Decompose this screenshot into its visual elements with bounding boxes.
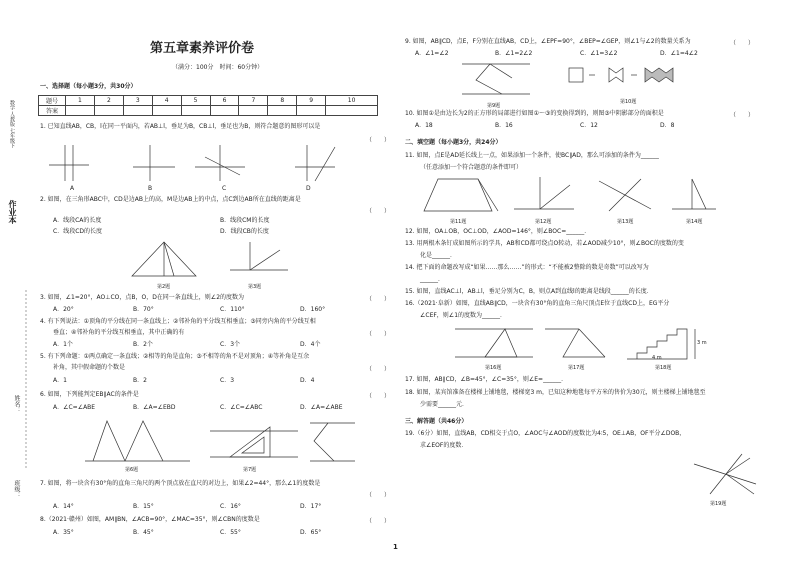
q8-option-c[interactable]: C．55°	[220, 529, 241, 536]
q1-figures	[45, 145, 375, 185]
stair-width: 4 m	[652, 355, 662, 361]
q5-option-c[interactable]: C．3	[220, 377, 235, 384]
q8-option-b[interactable]: B．45°	[133, 529, 154, 536]
q7-text: 7. 如图，将一块含有30°角的直角三角尺的两个顶点放在直尺的对边上，如果∠2=44°，那么∠1的度数是	[40, 480, 321, 487]
score-row-label: 题号	[39, 96, 66, 106]
q13-caption: 第13题	[617, 219, 634, 225]
score-cell: 8	[268, 96, 297, 106]
q16-text-1: 16.（2021·阜新）如图，直线AB∥CD，一块含有30°角的直角三角尺顶点E位于直线CD上，EG平分	[405, 300, 670, 307]
q3-figure	[230, 240, 290, 280]
q9-option-a[interactable]: A．∠1=∠2	[415, 50, 449, 57]
q5-option-a[interactable]: A．1	[53, 377, 67, 384]
q3-answer: （ ）	[366, 296, 391, 303]
answer-cell[interactable]	[181, 106, 210, 116]
q3-option-d[interactable]: D．160°	[300, 306, 326, 313]
score-cell: 7	[239, 96, 268, 106]
q10-figure	[565, 66, 705, 96]
answer-cell[interactable]	[210, 106, 239, 116]
q12-figure	[510, 175, 580, 215]
q6-figure	[85, 417, 195, 467]
score-cell: 1	[66, 96, 95, 106]
q16-caption: 第16题	[485, 365, 502, 371]
q9-option-b[interactable]: B．∠1=2∠2	[495, 50, 533, 57]
answer-cell[interactable]	[268, 106, 297, 116]
section-3-heading: 三、解答题（共46分）	[405, 418, 468, 425]
q1-option-c[interactable]: C	[222, 185, 227, 192]
q14-text-1: 14. 把下面的命题改写成“如果……那么……”的形式：“不能被2整除的数是奇数”可以改写为	[405, 264, 649, 271]
q3-caption: 第3题	[248, 284, 262, 290]
q14-figure	[670, 175, 720, 215]
answer-cell[interactable]	[152, 106, 181, 116]
q13-figure	[595, 175, 655, 215]
q7-answer: （ ）	[366, 492, 391, 499]
q8-figure	[300, 417, 360, 467]
q19-caption: 第19题	[710, 501, 727, 507]
q3-option-a[interactable]: A．20°	[53, 306, 74, 313]
q14-text-2: ______．	[420, 276, 445, 283]
q2-option-c[interactable]: C．线段CD的长度	[53, 228, 102, 235]
series-label: 数学 人教版 七年级下	[9, 100, 15, 149]
q6-text: 6. 如图，下列能判定EB∥AC的条件是	[40, 391, 139, 398]
page-subtitle: （满分：100分 时间：60分钟）	[172, 64, 264, 71]
stair-height: 3 m	[697, 340, 707, 346]
q7-option-d[interactable]: D．17°	[300, 503, 322, 510]
q2-caption: 第2题	[157, 284, 171, 290]
q8-option-a[interactable]: A．35°	[53, 529, 74, 536]
q6-option-d[interactable]: D．∠A=∠ABE	[300, 404, 343, 411]
q4-option-c[interactable]: C．3个	[220, 341, 241, 348]
q1-text: 1. 已知直线AB，CB，l在同一平面内，若AB⊥l，垂足为B，CB⊥l，垂足也为B，则符合题意的图形可以是	[40, 123, 321, 130]
q12-text: 12. 如图，OA⊥OB，OC⊥OD，∠AOD=146°，则∠BOC=______．	[405, 228, 591, 235]
q10-option-c[interactable]: C．12	[580, 122, 598, 129]
q16-text-2: ∠CEF，则∠1的度数为______．	[420, 312, 507, 319]
q8-answer: （ ）	[366, 518, 391, 525]
q2-option-a[interactable]: A．线段CA的长度	[53, 217, 102, 224]
answer-cell[interactable]	[94, 106, 123, 116]
q7-option-a[interactable]: A．14°	[53, 503, 74, 510]
q5-option-b[interactable]: B．2	[133, 377, 147, 384]
q4-option-d[interactable]: D．4个	[300, 341, 321, 348]
q15-text: 15. 如图，直线AC⊥l，AB⊥l，垂足分别为C，B，则点A到直线l的距离是线段______的长度．	[405, 288, 653, 295]
q6-caption: 第6题	[125, 467, 139, 473]
page-title: 第五章素养评价卷	[150, 41, 255, 56]
answer-cell[interactable]	[123, 106, 152, 116]
q5-option-d[interactable]: D．4	[300, 377, 315, 384]
name-label: 姓名：	[13, 395, 20, 413]
q9-figure	[462, 58, 532, 102]
q14-caption: 第14题	[686, 219, 703, 225]
q1-option-b[interactable]: B	[148, 185, 153, 192]
score-cell: 2	[94, 96, 123, 106]
q4-answer: （ ）	[366, 331, 391, 338]
q7-caption: 第7题	[243, 467, 257, 473]
section-1-heading: 一、选择题（每小题3分，共30分）	[40, 83, 137, 90]
q11-figure	[420, 175, 500, 215]
q10-answer: （ ）	[730, 112, 755, 119]
q19-text-1: 19.（6分）如图，直线AB，CD相交于点O，∠AOC与∠AOD的度数比为4∶5，OE⊥AB，OF平分∠DOB，	[405, 430, 686, 437]
q10-option-b[interactable]: B．16	[495, 122, 513, 129]
brand-label: 作业本	[8, 200, 17, 224]
q13-text-2: 化是______．	[420, 252, 457, 259]
q11-text-1: 11. 如图，点E是AD延长线上一点，如果添加一个条件，使BC∥AD，那么可添加的条件为______	[405, 152, 659, 159]
q10-option-d[interactable]: D．8	[660, 122, 675, 129]
q9-option-c[interactable]: C．∠1=3∠2	[580, 50, 618, 57]
q6-option-c[interactable]: C．∠C=∠ABC	[220, 404, 263, 411]
q9-text: 9. 如图，AB∥CD，点E，F分别在直线AB，CD上，∠EPF=90°，∠BEP=∠GEP，则∠1与∠2的数量关系为	[405, 38, 691, 45]
q16-figure	[455, 323, 535, 363]
score-cell: 3	[123, 96, 152, 106]
q7-option-b[interactable]: B．15°	[133, 503, 154, 510]
q11-caption: 第11题	[450, 219, 467, 225]
q6-option-a[interactable]: A．∠C=∠ABE	[53, 404, 96, 411]
q2-answer: （ ）	[366, 208, 391, 215]
q8-text: 8.（2021·赣州）如图，AM∥BN，∠ACB=90°，∠MAC=35°，则∠CBN的度数是	[40, 516, 260, 523]
q17-figure	[545, 323, 615, 363]
q10-text: 10. 如图①是由边长为2的正方形的局部进行如图①～③的变换得到的，则图③中阴影部分的面积是	[405, 110, 664, 117]
class-label: 班级：	[13, 480, 20, 498]
q9-option-d[interactable]: D．∠1=4∠2	[660, 50, 698, 57]
score-cell: 4	[152, 96, 181, 106]
answer-cell[interactable]	[66, 106, 95, 116]
answer-cell[interactable]	[239, 106, 268, 116]
q18-text-1: 18. 如图，某宾馆准备在楼梯上铺地毯，楼梯宽3 m，已知这种地毯每平方米的售价为30元，则主楼梯上铺地毯至	[405, 389, 706, 396]
q7-option-c[interactable]: C．16°	[220, 503, 241, 510]
q17-caption: 第17题	[568, 365, 585, 371]
q2-figure	[130, 240, 200, 280]
q19-figure	[690, 450, 760, 500]
q3-text: 3. 如图，∠1=20°，AO⊥CO，点B，O，D在同一条直线上，则∠2的度数为	[40, 294, 245, 301]
q4-option-b[interactable]: B．2个	[133, 341, 153, 348]
q2-text: 2. 如图，在三角形ABC中，CD是边AB上的高，M是边AB上的中点，点C到边AB所在直线的距离是	[40, 196, 301, 203]
q5-answer: （ ）	[366, 366, 391, 373]
section-2-heading: 二、填空题（每小题3分，共24分）	[405, 139, 502, 146]
q12-caption: 第12题	[535, 219, 552, 225]
page-number: 1	[393, 543, 398, 551]
q2-option-b[interactable]: B．线段CM的长度	[220, 217, 270, 224]
score-cell: 6	[210, 96, 239, 106]
q7-figure	[210, 417, 300, 467]
score-cell: 5	[181, 96, 210, 106]
q8-option-d[interactable]: D．65°	[300, 529, 322, 536]
score-cell: 9	[297, 96, 326, 106]
q9-answer: （ ）	[730, 40, 755, 47]
answer-row-label: 答案	[39, 106, 66, 116]
q4-option-a[interactable]: A．1个	[53, 341, 73, 348]
q11-text-2: （任意添加一个符合题意的条件即可）	[420, 164, 523, 171]
q18-text-2: 少需要______元．	[420, 401, 469, 408]
q17-text: 17. 如图，AB∥CD，∠B=45°，∠C=35°，则∠E=______．	[405, 376, 568, 383]
answer-cell[interactable]	[326, 106, 378, 116]
q1-answer: （ ）	[366, 137, 391, 144]
q5-text-2: 补角，其中假命题的个数是	[53, 364, 126, 371]
score-cell: 10	[326, 96, 378, 106]
q18-caption: 第18题	[655, 365, 672, 371]
q10-option-a[interactable]: A．18	[415, 122, 433, 129]
q6-option-b[interactable]: B．∠A=∠EBD	[133, 404, 176, 411]
q18-figure	[625, 323, 705, 363]
q1-option-d[interactable]: D	[306, 185, 311, 192]
q5-text-1: 5. 有下列命题：①两点确定一条直线；②相等的角是直角；③不相等的角不是对顶角；④等补角是互余	[40, 353, 310, 360]
q10-caption: 第10题	[620, 99, 637, 105]
answer-cell[interactable]	[297, 106, 326, 116]
q13-text-1: 13. 用两根木条钉成如图所示的学具，AB和CD都可绕点O转动，若∠AOD减少10°，则∠BOC的度数的变	[405, 240, 684, 247]
q6-answer: （ ）	[366, 393, 391, 400]
q9-caption: 第9题	[487, 103, 501, 109]
q4-text-2: 垂直；④邻补角的平分线互相垂直，其中正确的有	[53, 329, 185, 336]
q3-option-c[interactable]: C．110°	[220, 306, 245, 313]
q19-text-2: 求∠EOF的度数．	[420, 442, 468, 449]
score-table	[38, 95, 378, 116]
q3-option-b[interactable]: B．70°	[133, 306, 154, 313]
q1-option-a[interactable]: A	[70, 185, 75, 192]
q2-option-d[interactable]: D．线段CB的长度	[220, 228, 269, 235]
q4-text-1: 4. 有下列说法：①顶角的平分线在同一条直线上；②邻补角的平分线互相垂直；③同旁内角的平分线互相	[40, 318, 316, 325]
